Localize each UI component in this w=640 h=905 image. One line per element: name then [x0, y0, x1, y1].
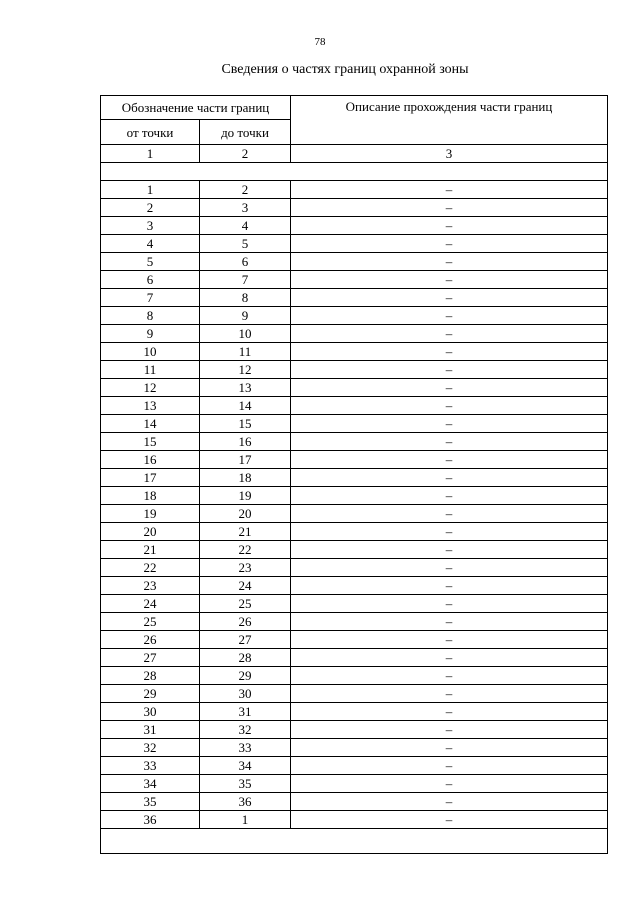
from-point-cell: 14 [101, 415, 200, 433]
from-point-cell: 26 [101, 631, 200, 649]
table-row [101, 793, 608, 811]
table-row [101, 739, 608, 757]
from-point-cell: 13 [101, 397, 200, 415]
to-point-cell: 3 [200, 199, 291, 217]
to-point-cell: 17 [200, 451, 291, 469]
description-cell: – [291, 721, 608, 739]
to-point-cell: 2 [200, 181, 291, 199]
header-boundary-designation: Обозначение части границ [101, 96, 291, 120]
from-point-cell: 20 [101, 523, 200, 541]
table-body [101, 96, 608, 854]
from-point-cell: 12 [101, 379, 200, 397]
to-point-cell: 21 [200, 523, 291, 541]
header-from-point: от точки [101, 120, 200, 145]
description-cell: – [291, 793, 608, 811]
description-cell: – [291, 577, 608, 595]
to-point-cell: 13 [200, 379, 291, 397]
from-point-cell: 5 [101, 253, 200, 271]
table-row [101, 613, 608, 631]
table-row [101, 523, 608, 541]
table-row [101, 289, 608, 307]
from-point-cell: 19 [101, 505, 200, 523]
from-point-cell: 1 [101, 181, 200, 199]
to-point-cell: 23 [200, 559, 291, 577]
description-cell: – [291, 361, 608, 379]
description-cell: – [291, 307, 608, 325]
to-point-cell: 15 [200, 415, 291, 433]
table-row [101, 343, 608, 361]
column-number-1: 1 [101, 145, 200, 163]
table-row [101, 415, 608, 433]
from-point-cell: 17 [101, 469, 200, 487]
description-cell: – [291, 379, 608, 397]
from-point-cell: 4 [101, 235, 200, 253]
to-point-cell: 18 [200, 469, 291, 487]
to-point-cell: 25 [200, 595, 291, 613]
description-cell: – [291, 397, 608, 415]
description-cell: – [291, 523, 608, 541]
description-cell: – [291, 487, 608, 505]
description-cell: – [291, 235, 608, 253]
header-row-1 [101, 96, 608, 120]
table-row [101, 325, 608, 343]
to-point-cell: 4 [200, 217, 291, 235]
from-point-cell: 35 [101, 793, 200, 811]
table-row [101, 775, 608, 793]
table-row [101, 667, 608, 685]
table-row [101, 505, 608, 523]
from-point-cell: 23 [101, 577, 200, 595]
to-point-cell: 29 [200, 667, 291, 685]
table-row [101, 577, 608, 595]
from-point-cell: 25 [101, 613, 200, 631]
from-point-cell: 15 [101, 433, 200, 451]
table-row [101, 685, 608, 703]
from-point-cell: 34 [101, 775, 200, 793]
to-point-cell: 34 [200, 757, 291, 775]
to-point-cell: 9 [200, 307, 291, 325]
table-row [101, 397, 608, 415]
table-row [101, 631, 608, 649]
table-row [101, 307, 608, 325]
from-point-cell: 16 [101, 451, 200, 469]
table-row [101, 235, 608, 253]
table-row [101, 451, 608, 469]
description-cell: – [291, 505, 608, 523]
description-cell: – [291, 649, 608, 667]
table-row [101, 181, 608, 199]
from-point-cell: 11 [101, 361, 200, 379]
from-point-cell: 21 [101, 541, 200, 559]
from-point-cell: 22 [101, 559, 200, 577]
from-point-cell: 7 [101, 289, 200, 307]
description-cell: – [291, 685, 608, 703]
from-point-cell: 10 [101, 343, 200, 361]
description-cell: – [291, 271, 608, 289]
description-cell: – [291, 343, 608, 361]
to-point-cell: 7 [200, 271, 291, 289]
from-point-cell: 27 [101, 649, 200, 667]
to-point-cell: 16 [200, 433, 291, 451]
table-row [101, 217, 608, 235]
description-cell: – [291, 595, 608, 613]
description-cell: – [291, 703, 608, 721]
table-row [101, 199, 608, 217]
table-row [101, 703, 608, 721]
table-row [101, 649, 608, 667]
description-cell: – [291, 559, 608, 577]
table-row [101, 469, 608, 487]
table-row [101, 379, 608, 397]
to-point-cell: 5 [200, 235, 291, 253]
column-number-row [101, 145, 608, 163]
description-cell: – [291, 433, 608, 451]
description-cell: – [291, 613, 608, 631]
header-description: Описание прохождения части границ [291, 96, 608, 145]
from-point-cell: 9 [101, 325, 200, 343]
description-cell: – [291, 325, 608, 343]
from-point-cell: 29 [101, 685, 200, 703]
to-point-cell: 1 [200, 811, 291, 829]
description-cell: – [291, 415, 608, 433]
to-point-cell: 36 [200, 793, 291, 811]
column-number-3: 3 [291, 145, 608, 163]
table-row [101, 757, 608, 775]
from-point-cell: 18 [101, 487, 200, 505]
description-cell: – [291, 289, 608, 307]
footer-cell [101, 829, 608, 854]
from-point-cell: 2 [101, 199, 200, 217]
from-point-cell: 32 [101, 739, 200, 757]
table-row [101, 595, 608, 613]
table-row [101, 559, 608, 577]
table-row [101, 253, 608, 271]
from-point-cell: 24 [101, 595, 200, 613]
to-point-cell: 30 [200, 685, 291, 703]
table-row [101, 541, 608, 559]
description-cell: – [291, 253, 608, 271]
from-point-cell: 31 [101, 721, 200, 739]
to-point-cell: 20 [200, 505, 291, 523]
table-row [101, 271, 608, 289]
description-cell: – [291, 811, 608, 829]
to-point-cell: 22 [200, 541, 291, 559]
description-cell: – [291, 217, 608, 235]
to-point-cell: 19 [200, 487, 291, 505]
table-row [101, 721, 608, 739]
to-point-cell: 26 [200, 613, 291, 631]
to-point-cell: 35 [200, 775, 291, 793]
document-title: Сведения о частях границ охранной зоны [221, 62, 469, 77]
to-point-cell: 24 [200, 577, 291, 595]
description-cell: – [291, 451, 608, 469]
table-row [101, 487, 608, 505]
table-row [101, 361, 608, 379]
page-number: 78 [314, 36, 326, 48]
to-point-cell: 33 [200, 739, 291, 757]
from-point-cell: 6 [101, 271, 200, 289]
to-point-cell: 6 [200, 253, 291, 271]
description-cell: – [291, 739, 608, 757]
to-point-cell: 8 [200, 289, 291, 307]
description-cell: – [291, 631, 608, 649]
to-point-cell: 10 [200, 325, 291, 343]
from-point-cell: 8 [101, 307, 200, 325]
to-point-cell: 14 [200, 397, 291, 415]
header-to-point: до точки [200, 120, 291, 145]
spacer-row [101, 163, 608, 181]
to-point-cell: 27 [200, 631, 291, 649]
from-point-cell: 33 [101, 757, 200, 775]
column-number-2: 2 [200, 145, 291, 163]
from-point-cell: 28 [101, 667, 200, 685]
footer-row [101, 829, 608, 854]
description-cell: – [291, 181, 608, 199]
description-cell: – [291, 667, 608, 685]
description-cell: – [291, 541, 608, 559]
table-row [101, 433, 608, 451]
description-cell: – [291, 199, 608, 217]
description-cell: – [291, 469, 608, 487]
to-point-cell: 31 [200, 703, 291, 721]
boundary-parts-table [100, 95, 608, 854]
to-point-cell: 32 [200, 721, 291, 739]
table-row [101, 811, 608, 829]
to-point-cell: 12 [200, 361, 291, 379]
description-cell: – [291, 757, 608, 775]
to-point-cell: 11 [200, 343, 291, 361]
from-point-cell: 3 [101, 217, 200, 235]
spacer-cell [101, 163, 608, 181]
from-point-cell: 30 [101, 703, 200, 721]
from-point-cell: 36 [101, 811, 200, 829]
to-point-cell: 28 [200, 649, 291, 667]
description-cell: – [291, 775, 608, 793]
